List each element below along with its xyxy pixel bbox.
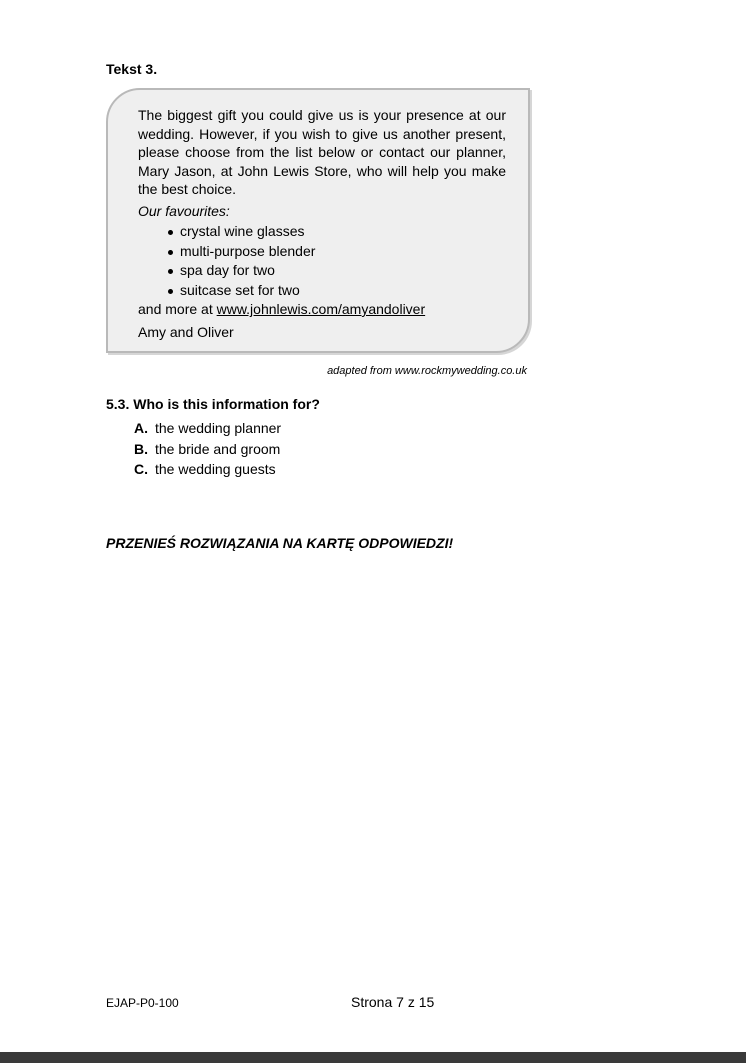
- exam-code: EJAP-P0-100: [106, 996, 179, 1010]
- notice-signature: Amy and Oliver: [138, 323, 234, 340]
- favourite-item: spa day for two: [180, 261, 506, 281]
- favourites-list: [138, 222, 506, 300]
- more-info-line: [138, 300, 506, 320]
- answer-option-c[interactable]: [134, 459, 281, 480]
- wedding-notice-box: [106, 88, 530, 353]
- notice-body-text: The biggest gift you could give us is your presence at our wedding. However, if you wish to give us another present, please choose from the list below or contact our planner, Mary Jason, at John Lewis Store, who will help you make the best choice.: [138, 107, 506, 197]
- more-info-prefix: and more at: [138, 301, 217, 317]
- favourite-item: multi-purpose blender: [180, 242, 506, 262]
- favourite-item: crystal wine glasses: [180, 222, 506, 242]
- option-text: the bride and groom: [155, 440, 281, 457]
- answer-option-b[interactable]: [134, 439, 281, 460]
- question-heading: [106, 396, 320, 412]
- favourites-heading: Our favourites:: [138, 202, 230, 219]
- page-number: Strona 7 z 15: [351, 994, 435, 1010]
- notice-content: [138, 106, 506, 341]
- viewer-bottom-bar: [0, 1052, 746, 1063]
- section-title: Tekst 3.: [106, 61, 158, 77]
- question-number: 5.3.: [106, 396, 130, 412]
- option-text: the wedding planner: [155, 420, 282, 436]
- option-text: the wedding guests: [155, 461, 276, 477]
- answer-options: [134, 418, 281, 480]
- option-letter: A.: [134, 420, 148, 436]
- source-credit: adapted from www.rockmywedding.co.uk: [327, 365, 527, 377]
- gift-list-link[interactable]: www.johnlewis.com/amyandoliver: [216, 301, 426, 317]
- option-letter: B.: [134, 440, 148, 457]
- favourite-item: suitcase set for two: [180, 281, 506, 301]
- option-letter: C.: [134, 461, 148, 477]
- answer-option-a[interactable]: [134, 418, 281, 439]
- question-text: Who is this information for?: [133, 396, 320, 412]
- transfer-instruction: PRZENIEŚ ROZWIĄZANIA NA KARTĘ ODPOWIEDZI!: [106, 535, 454, 551]
